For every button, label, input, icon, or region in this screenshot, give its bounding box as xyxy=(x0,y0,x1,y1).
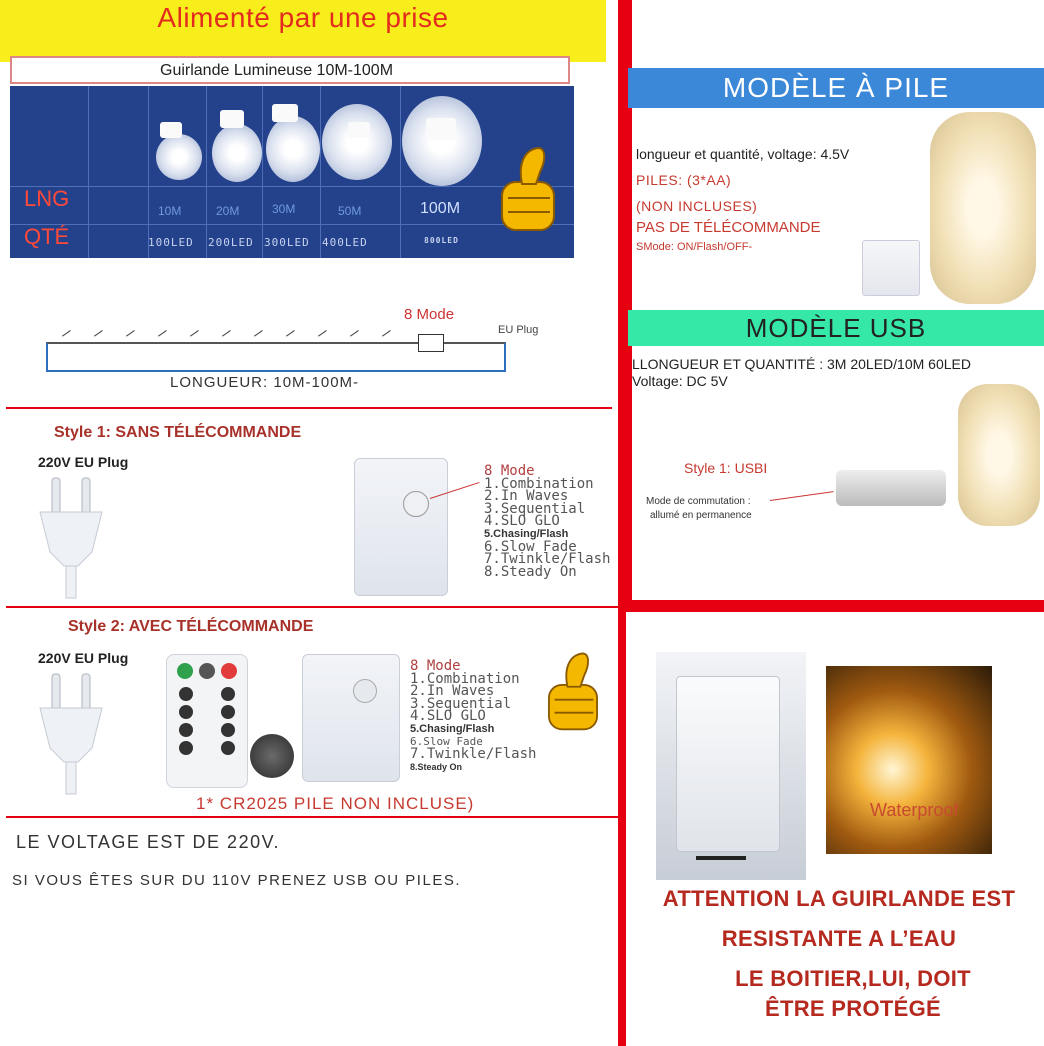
battery-box-image xyxy=(862,240,920,296)
battery-model-title: MODÈLE À PILE xyxy=(722,72,950,103)
banner-text: Alimenté par une prise xyxy=(157,2,449,33)
length-100m: 100M xyxy=(420,200,461,217)
warning-line1: ATTENTION LA GUIRLANDE EST xyxy=(662,886,1016,911)
style2-mode-item: 1.Combination xyxy=(410,670,520,687)
outdoor-controller-photo xyxy=(656,652,806,880)
usb-plug-image xyxy=(836,470,946,506)
led-400: 400LED xyxy=(322,236,368,249)
voltage-line1: LE VOLTAGE EST DE 220V. xyxy=(16,832,280,852)
style2-mode-list xyxy=(410,660,536,773)
cable-tie-icon xyxy=(696,856,746,860)
eu-plug-icon xyxy=(36,672,106,792)
row-label-quantity: QTÉ xyxy=(24,224,70,249)
battery-line2: PILES: (3*AA) xyxy=(636,172,732,188)
style1-mode-item: 5.Chasing/Flash xyxy=(484,527,569,540)
style1-mode-item: 8.Steady On xyxy=(484,563,577,580)
style2-mode-item: 2.In Waves xyxy=(410,683,495,700)
usb-line1: LLONGUEUR ET QUANTITÉ : 3M 20LED/10M 60LED xyxy=(632,356,971,372)
style1-mode-item: 6.Slow Fade xyxy=(484,538,577,555)
style2-mode-item: 4.SLO GLO xyxy=(410,708,486,725)
length-label: LONGUEUR: 10M-100M- xyxy=(170,374,360,391)
product-title: Guirlande Lumineuse 10M-100M xyxy=(160,62,394,79)
usb-light-coil-image xyxy=(958,384,1040,526)
length-20m: 20M xyxy=(216,204,240,218)
battery-line3: (NON INCLUSES) xyxy=(636,198,758,214)
thumbs-up-icon xyxy=(536,648,610,744)
coin-battery-icon xyxy=(250,734,294,778)
style1-modes-title: 8 Mode xyxy=(484,463,535,479)
eu-plug-label: EU Plug xyxy=(498,324,539,336)
warning-line2: RESISTANTE A L’EAU xyxy=(721,926,957,951)
usb-style: Style 1: USBI xyxy=(684,460,768,476)
led-300: 300LED xyxy=(264,236,310,249)
usb-model-title: MODÈLE USB xyxy=(745,313,927,343)
length-50m: 50M xyxy=(338,204,362,218)
controller-no-remote xyxy=(354,458,448,596)
voltage-line2: SI VOUS ÊTES SUR DU 110V PRENEZ USB OU PILES. xyxy=(12,872,461,889)
length-10m: 10M xyxy=(158,204,182,218)
style1-mode-list xyxy=(484,465,610,578)
style1-mode-item: 1.Combination xyxy=(484,475,594,492)
style2-mode-item: 8.Steady On xyxy=(410,761,463,772)
battery-line4: PAS DE TÉLÉCOMMANDE xyxy=(636,219,821,236)
led-800: 800LED xyxy=(424,236,459,245)
usb-model-header xyxy=(628,310,1044,346)
power-banner xyxy=(0,0,606,62)
style1-heading: Style 1: SANS TÉLÉCOMMANDE xyxy=(54,424,302,441)
title-box xyxy=(10,56,570,84)
style2-plug-label: 220V EU Plug xyxy=(38,650,129,666)
style1-mode-item: 7.Twinkle/Flash xyxy=(484,551,611,568)
remote-control-icon xyxy=(166,654,248,788)
usb-pointer xyxy=(770,491,834,501)
size-table xyxy=(10,86,574,258)
waterproof-led-photo xyxy=(826,666,992,854)
ir-receiver-icon xyxy=(353,679,377,703)
style2-mode-item: 7.Twinkle/Flash xyxy=(410,746,537,763)
battery-note: 1* CR2025 PILE NON INCLUSE) xyxy=(196,794,475,813)
style1-mode-item: 2.In Waves xyxy=(484,488,569,505)
style2-heading: Style 2: AVEC TÉLÉCOMMANDE xyxy=(68,618,314,635)
style1-mode-item: 3.Sequential xyxy=(484,500,586,517)
style2-mode-item: 3.Sequential xyxy=(410,695,512,712)
led-200: 200LED xyxy=(208,236,254,249)
style2-mode-item: 6.Slow Fade xyxy=(410,734,483,748)
controller-with-remote xyxy=(302,654,400,782)
style2-mode-item: 5.Chasing/Flash xyxy=(410,722,495,735)
warning-line3: LE BOITIER,LUI, DOIT xyxy=(735,966,971,991)
mode-label: 8 Mode xyxy=(404,306,455,323)
warning-line4: ÊTRE PROTÉGÉ xyxy=(765,996,941,1021)
style1-plug-label: 220V EU Plug xyxy=(38,454,129,470)
waterproof-label: Waterproof xyxy=(870,800,959,820)
battery-line1: longueur et quantité, voltage: 4.5V xyxy=(636,146,850,162)
usb-switch-note2: allumé en permanence xyxy=(650,510,752,521)
led-100: 100LED xyxy=(148,236,194,249)
thumbs-up-icon xyxy=(488,144,568,244)
eu-plug-icon xyxy=(36,476,106,596)
usb-line2: Voltage: DC 5V xyxy=(632,373,728,389)
battery-light-coil-image xyxy=(930,112,1036,304)
controller-box-icon xyxy=(418,334,444,352)
mode-button-icon xyxy=(403,491,429,517)
style2-modes-title: 8 Mode xyxy=(410,658,461,674)
style1-mode-item: 4.SLO GLO xyxy=(484,513,560,530)
usb-switch-note1: Mode de commutation : xyxy=(646,496,751,507)
length-30m: 30M xyxy=(272,202,296,216)
battery-line5: SMode: ON/Flash/OFF- xyxy=(636,241,753,253)
row-label-length: LNG xyxy=(24,186,70,211)
battery-model-header xyxy=(628,68,1044,108)
